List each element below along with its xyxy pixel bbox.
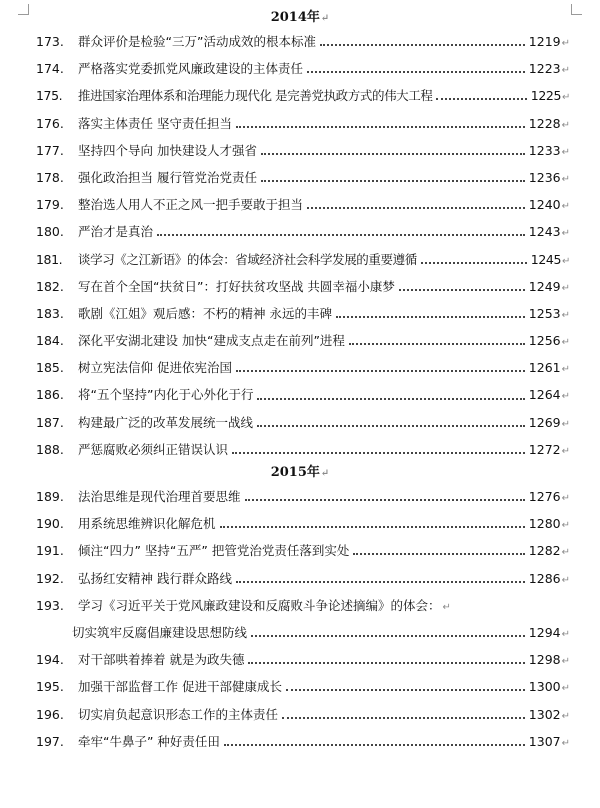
paragraph-mark-icon: ↵ [561, 493, 570, 504]
toc-entry [0, 246, 600, 273]
entry-number: 193. [36, 597, 64, 613]
paragraph-mark-icon: ↵ [561, 574, 570, 586]
paragraph-mark-icon: ↵ [561, 364, 570, 376]
dot-leader [399, 288, 525, 291]
paragraph-mark-icon: ↵ [561, 228, 570, 240]
paragraph-mark-icon: ↵ [561, 710, 570, 722]
dot-leader [320, 43, 525, 46]
entry-page: 1249 [528, 278, 561, 294]
entry-title: 推进国家治理体系和治理能力现代化 是完善党执政方式的伟大工程 [78, 88, 433, 104]
dot-leader [349, 342, 525, 345]
entry-page: 1223 [528, 61, 561, 77]
entry-page: 1276 [528, 489, 561, 504]
entry-title: 切实肩负起意识形态工作的主体责任 [78, 706, 279, 722]
toc-entry [0, 55, 600, 82]
toc-entry [0, 354, 600, 381]
dot-leader [353, 552, 524, 555]
entry-page: 1243 [528, 224, 561, 240]
entry-page: 1300 [528, 679, 561, 695]
entry-page: 1307 [528, 733, 561, 749]
entry-title: 学习《习近平关于党风廉政建设和反腐败斗争论述摘编》的体会： [78, 597, 441, 613]
entry-title: 歌剧《江姐》观后感：不朽的精神 永远的丰碑 [78, 305, 332, 321]
entry-title: 倾注“四力” 坚持“五严” 把管党治党责任落到实处 [78, 543, 350, 559]
entry-page: 1298 [528, 652, 561, 668]
dot-leader [248, 661, 524, 664]
entry-number: 187. [36, 414, 64, 430]
entry-number: 182. [36, 278, 64, 294]
entry-title: 严惩腐败必须纠正错误认识 [78, 441, 229, 457]
entry-title: 将“五个坚持”内化于心外化于行 [78, 387, 254, 403]
entry-number: 184. [36, 333, 64, 349]
paragraph-mark-icon: ↵ [562, 92, 570, 104]
entry-title: 法治思维是现代治理首要思维 [78, 489, 241, 504]
entry-page: 1302 [528, 706, 561, 722]
toc-entry [0, 110, 600, 137]
entry-number: 195. [36, 679, 64, 695]
toc-entry-continuation [0, 619, 600, 646]
entry-title: 群众评价是检验“三万”活动成效的根本标准 [78, 34, 316, 49]
paragraph-mark-icon: ↵ [561, 683, 570, 695]
entry-number: 186. [36, 387, 64, 403]
paragraph-mark-icon: ↵ [561, 65, 570, 77]
entry-title: 谈学习《之江新语》的体会：省域经济社会科学发展的重要遵循 [78, 251, 417, 267]
entry-title: 深化平安湖北建设 加快“建成支点走在前列”进程 [78, 333, 345, 349]
toc-entry [0, 436, 600, 463]
paragraph-mark-icon: ↵ [561, 201, 570, 213]
entry-number: 173. [36, 34, 64, 49]
entry-title: 写在首个全国“扶贫日”：打好扶贫攻坚战 共圆幸福小康梦 [78, 278, 395, 294]
entry-number: 178. [36, 169, 64, 185]
entry-page: 1264 [528, 387, 561, 403]
entry-page: 1280 [528, 516, 561, 532]
toc-entry [0, 28, 600, 55]
entry-page: 1240 [528, 197, 561, 213]
entry-number: 176. [36, 115, 64, 131]
entry-title: 强化政治担当 履行管党治党责任 [78, 169, 257, 185]
entry-number: 196. [36, 706, 64, 722]
dot-leader [261, 179, 525, 182]
entry-page: 1282 [528, 543, 561, 559]
entry-number: 183. [36, 305, 64, 321]
paragraph-mark-icon: ↵ [561, 282, 570, 294]
dot-leader [236, 125, 525, 128]
entry-title: 切实筑牢反腐倡廉建设思想防线 [72, 624, 248, 640]
dot-leader [286, 688, 525, 691]
paragraph-mark-icon: ↵ [561, 445, 570, 457]
paragraph-mark-icon: ↵ [442, 601, 451, 613]
dot-leader [307, 70, 525, 73]
paragraph-mark-icon: ↵ [561, 520, 570, 532]
toc-entry [0, 510, 600, 537]
entry-page: 1286 [528, 570, 561, 586]
year-heading-2014 [0, 8, 600, 28]
paragraph-mark-icon: ↵ [561, 656, 570, 668]
paragraph-mark-icon: ↵ [561, 38, 570, 49]
entry-number: 177. [36, 142, 64, 158]
entry-title: 弘扬红安精神 践行群众路线 [78, 570, 232, 586]
entry-page: 1233 [528, 142, 561, 158]
entry-number: 189. [36, 489, 64, 504]
dot-leader [282, 716, 525, 719]
paragraph-mark-icon: ↵ [561, 337, 570, 349]
entry-title: 构建最广泛的改革发展统一战线 [78, 414, 254, 430]
paragraph-mark-icon: ↵ [562, 255, 570, 267]
entry-page: 1245 [530, 251, 562, 267]
entry-page: 1253 [528, 305, 561, 321]
toc-entry [0, 537, 600, 564]
entry-title: 严治才是真治 [78, 224, 154, 240]
entry-number: 191. [36, 543, 64, 559]
entry-title: 整治选人用人不正之风一把手要敢于担当 [78, 197, 304, 213]
entry-number: 188. [36, 441, 64, 457]
entry-page: 1228 [528, 115, 561, 131]
dot-leader [421, 261, 527, 264]
entry-title: 树立宪法信仰 促进依宪治国 [78, 360, 232, 376]
entry-number: 181. [36, 251, 63, 267]
dot-leader [436, 97, 526, 100]
entry-page: 1272 [528, 441, 561, 457]
dot-leader [257, 397, 524, 400]
entry-page: 1294 [528, 624, 561, 640]
toc-entry [0, 592, 600, 619]
toc-entry [0, 82, 600, 109]
entry-number: 185. [36, 360, 64, 376]
toc-entry [0, 565, 600, 592]
year-heading-text: 2015年 [270, 465, 320, 480]
toc-entry [0, 701, 600, 728]
dot-leader [307, 206, 525, 209]
toc-entry [0, 191, 600, 218]
entry-title: 对干部哄着捧着 就是为政失德 [78, 652, 245, 668]
dot-leader [236, 580, 525, 583]
entry-title: 落实主体责任 坚守责任担当 [78, 115, 232, 131]
toc-entry [0, 164, 600, 191]
toc-entry [0, 327, 600, 354]
toc-entry [0, 300, 600, 327]
entry-number: 197. [36, 733, 64, 749]
toc-entry [0, 483, 600, 510]
paragraph-mark-icon: ↵ [561, 737, 570, 749]
entry-page: 1269 [528, 414, 561, 430]
entry-number: 175. [36, 88, 63, 104]
entry-number: 179. [36, 197, 64, 213]
paragraph-mark-icon: ↵ [561, 309, 570, 321]
dot-leader [236, 369, 525, 372]
entry-page: 1261 [528, 360, 561, 376]
paragraph-mark-icon: ↵ [320, 13, 330, 24]
entry-title: 加强干部监督工作 促进干部健康成长 [78, 679, 282, 695]
entry-number: 190. [36, 516, 64, 532]
entry-number: 192. [36, 570, 64, 586]
dot-leader [257, 424, 525, 427]
toc-entry [0, 381, 600, 408]
toc-entry [0, 409, 600, 436]
year-heading-2015 [0, 463, 600, 483]
year-heading-text: 2014年 [270, 10, 320, 25]
entry-title: 坚持四个导向 加快建设人才强省 [78, 142, 257, 158]
paragraph-mark-icon: ↵ [561, 418, 570, 430]
dot-leader [336, 315, 525, 318]
entry-page: 1225 [530, 88, 562, 104]
toc-entry [0, 646, 600, 673]
entry-title: 严格落实党委抓党风廉政建设的主体责任 [78, 61, 304, 77]
entry-page: 1236 [528, 169, 561, 185]
paragraph-mark-icon: ↵ [320, 468, 330, 479]
paragraph-mark-icon: ↵ [561, 146, 570, 158]
entry-title: 用系统思维辨识化解危机 [78, 516, 216, 532]
entry-title: 牵牢“牛鼻子” 种好责任田 [78, 733, 220, 749]
dot-leader [224, 743, 525, 746]
toc-entry [0, 137, 600, 164]
dot-leader [232, 451, 525, 454]
paragraph-mark-icon: ↵ [561, 547, 570, 559]
dot-leader [261, 152, 525, 155]
paragraph-mark-icon: ↵ [561, 119, 570, 131]
entry-number: 194. [36, 652, 64, 668]
dot-leader [251, 634, 525, 637]
toc-entry [0, 273, 600, 300]
toc-entry [0, 728, 600, 755]
entry-number: 180. [36, 224, 64, 240]
entry-page: 1256 [528, 333, 561, 349]
paragraph-mark-icon: ↵ [561, 391, 570, 403]
toc-entry [0, 673, 600, 700]
dot-leader [245, 498, 525, 501]
entry-number: 174. [36, 61, 64, 77]
dot-leader [220, 525, 525, 528]
dot-leader [157, 233, 525, 236]
table-of-contents [0, 8, 600, 755]
paragraph-mark-icon: ↵ [561, 628, 570, 640]
entry-page: 1219 [528, 34, 561, 49]
paragraph-mark-icon: ↵ [561, 173, 570, 185]
toc-entry [0, 218, 600, 245]
